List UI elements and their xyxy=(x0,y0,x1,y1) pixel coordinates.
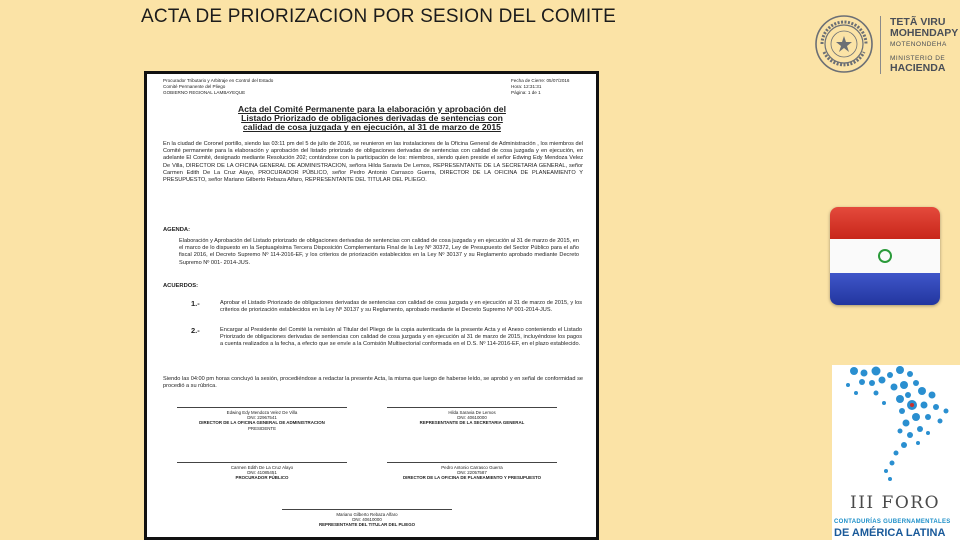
signer-name: Edwing Edy Mendoza Velez De Villa xyxy=(226,410,298,415)
doc-header-right-line: Fecha de Cierre: 05/07/2016 xyxy=(511,78,570,83)
foro-subtitle: CONTADURÍAS GUBERNAMENTALES xyxy=(834,519,951,525)
acuerdo-number: 1.- xyxy=(191,299,200,308)
logo-line-5: HACIENDA xyxy=(890,62,946,74)
doc-header-right-line: Página: 1 de 1 xyxy=(511,90,541,95)
doc-header-right xyxy=(511,78,569,96)
acuerdo-item-1: Aprobar el Listado Priorizado de obligaciones derivadas de sentencias con calidad de cosa juzgada y en ejecución al 31 de marzo de 2015, y los criterios de priorización establecidos en la Ley Nº 30137 y su Reglamento, aprobado mediante el Decreto Supremo Nº 001-2014-JUS. xyxy=(220,300,582,314)
acuerdos-heading: ACUERDOS: xyxy=(163,283,199,289)
foro-subtitle-2: DE AMÉRICA LATINA xyxy=(834,527,946,539)
signature-block xyxy=(282,509,452,528)
dotted-map-icon xyxy=(832,365,960,495)
doc-title xyxy=(187,105,557,133)
signer-name: Pedro Antonio Carrasco Guerra xyxy=(441,465,503,470)
agenda-heading: AGENDA: xyxy=(163,227,191,233)
signer-dni: DNI: 22967541 xyxy=(247,415,277,421)
doc-header-left xyxy=(163,78,273,96)
signer-role: DIRECTOR DE LA OFICINA GENERAL DE ADMINISTRACION xyxy=(199,420,325,426)
doc-title-line: Listado Priorizado de obligaciones derivadas de sentencias con xyxy=(241,113,503,124)
ministry-logo xyxy=(890,17,958,74)
signer-role: REPRESENTANTE DEL TITULAR DEL PLIEGO xyxy=(318,522,416,528)
logo-line-4: MINISTERIO DE xyxy=(890,55,946,62)
national-seal-icon xyxy=(814,14,874,74)
signature-block xyxy=(177,462,347,481)
signer-dni: DNI: 41085451 xyxy=(247,470,277,476)
signature-block xyxy=(387,407,557,426)
signer-name: Mariano Gilberto Rebaza Alfaro xyxy=(336,512,398,517)
signer-extra: PRESIDENTE xyxy=(247,425,277,431)
doc-header-left-line: Comité Permanente del Pliego xyxy=(163,84,226,89)
signer-dni: DNI: 40610000 xyxy=(457,415,487,421)
foro-title: III FORO xyxy=(850,493,941,513)
signer-role: REPRESENTANTE DE LA SECRETARIA GENERAL xyxy=(419,420,525,426)
signer-role: DIRECTOR DE LA OFICINA DE PLANEAMIENTO Y PRESUPUESTO xyxy=(402,475,542,481)
doc-header-left-line: GOBIERNO REGIONAL LAMBAYEQUE xyxy=(163,90,246,95)
signer-name: Hilda Saravia De Lemos xyxy=(448,410,496,415)
signature-block xyxy=(177,407,347,431)
doc-header-left-line: Procurador Tributario y Arbitraje en Control del Estado xyxy=(163,78,274,83)
acuerdo-item-2: Encargar al Presidente del Comité la remisión al Titular del Pliego de la copia autenticada de la presente Acta y el Anexo conteniendo el Listado Priorizado de obligaciones derivadas de sentencias con calidad de cosa juzgada y en ejecución al 31 de marzo de 2015, incluyéndose los pagos a cuenta realizados a la fecha, a efecto que se envíe a la Comisión Multisectorial conformada en el D.S. Nº 114-2016-EF, en el plazo establecido. xyxy=(220,327,582,348)
acta-document xyxy=(144,71,599,540)
logo-line-2: MOHENDAPY xyxy=(890,27,959,39)
doc-intro-paragraph: En la ciudad de Coronel portillo, siendo las 03:11 pm del 5 de julio de 2016, se reunieron en las instalaciones de la Oficina General de Administración , los miembros del Comité permanente para la elaboración y aprobación del listado priorizado de obligaciones derivadas de sentencias con calidad de cosa juzgada y en ejecución, en adelante El Comité, designado mediante Resolución 202; contándose con la participación de los: miembros, siendo quien preside el señor Edwing Edy Mendoza Velez De Villa, DIRECTOR DE LA OFICINA GENERAL DE ADMINISTRACION, señora Hilda Saravia De Lemos, REPRESENTANTE DE LA SECRETARIA GENERAL, señor Carmen Edith De La Cruz Alayo, PROCURADOR PÚBLICO, señor Pedro Antonio Carrasco Guerra, DIRECTOR DE LA OFICINA DE PLANEAMIENTO Y PRESUPUESTO, señor Mariano Gilberto Rebaza Alfaro, REPRESENTANTE DEL TITULAR DEL PLIEGO. xyxy=(163,141,583,184)
logo-divider xyxy=(880,16,881,74)
logo-line-1: TETÃ VIRU xyxy=(890,16,946,28)
doc-header-right-line: Hora: 12:31:31 xyxy=(511,84,542,89)
signer-dni: DNI: 22057587 xyxy=(457,470,487,476)
doc-title-line: calidad de cosa juzgada y en ejecución, al 31 de marzo de 2015 xyxy=(243,122,501,133)
logo-line-3: MOTENONDEHA xyxy=(890,41,947,48)
signer-name: Carmen Edith De La Cruz Alayo xyxy=(230,465,294,470)
acuerdo-number: 2.- xyxy=(191,326,200,335)
signature-block xyxy=(387,462,557,481)
paraguay-flag-icon xyxy=(830,207,940,305)
signer-dni: DNI: 40610000 xyxy=(352,517,382,523)
doc-title-line: Acta del Comité Permanente para la elaboración y aprobación del xyxy=(238,104,506,114)
agenda-paragraph: Elaboración y Aprobación del Listado priorizado de obligaciones derivadas de sentencias con calidad de cosa juzgada y en ejecución al 31 de marzo de 2015, en el marco de lo dispuesto en la Septuagésima Tercera Disposición Complementaria Final de la Ley Nº 30372, Ley de Presupuesto del Sector Público para el año fiscal 2016, el Decreto Supremo Nº 114-2016-EF, y los criterios de priorización establecidos en la Ley Nº 30137 y su Reglamento aprobado mediante Decreto Supremo Nº 001- 2014-JUS. xyxy=(179,238,579,266)
signer-role: PROCURADOR PÚBLICO xyxy=(235,475,289,481)
slide-title: ACTA DE PRIORIZACION POR SESION DEL COMITE xyxy=(141,6,617,27)
closing-paragraph: Siendo las 04:00 pm horas concluyó la sesión, procediéndose a redactar la presente Acta, la misma que luego de haberse leído, se aprobó y en señal de conformidad se procedió a su rúbrica. xyxy=(163,376,583,390)
iii-foro-logo xyxy=(832,365,960,540)
